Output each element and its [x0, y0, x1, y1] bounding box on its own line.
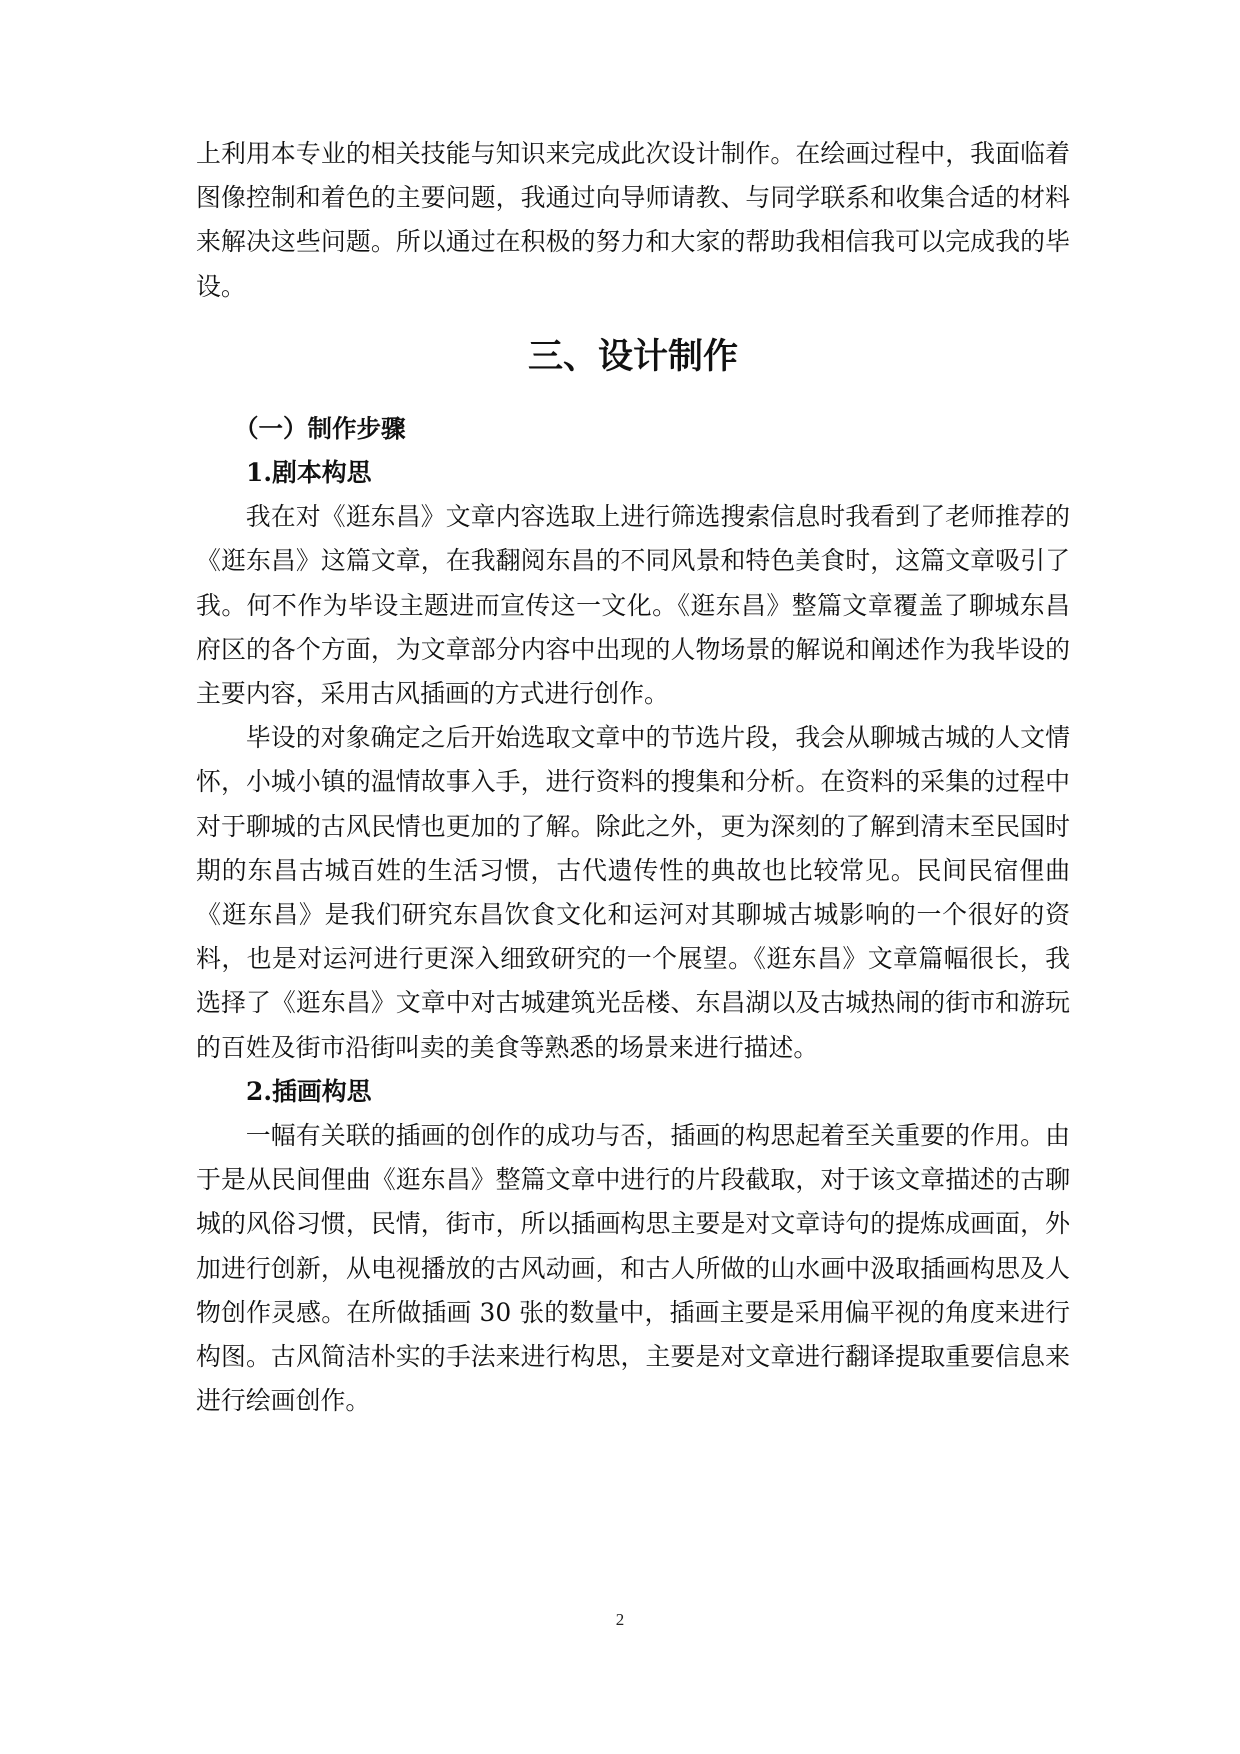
section-title: （一）制作步骤: [234, 413, 406, 443]
subsection-title-illustration-concept: 2.插画构思: [246, 1076, 372, 1106]
subsection-title-script-concept: 1.剧本构思: [246, 458, 372, 488]
continuation-paragraph: 上利用本专业的相关技能与知识来完成此次设计制作。在绘画过程中，我面临着图像控制和着色的主要问题，我通过向导师请教、与同学联系和收集合适的材料来解决这些问题。所以通过在积极的努力和大家的帮助我相信我可以完成我的毕设。: [196, 139, 1070, 301]
page-number: 2: [615, 1610, 625, 1629]
body-paragraph: 毕设的对象确定之后开始选取文章中的节选片段，我会从聊城古城的人文情怀，小城小镇的温情故事入手，进行资料的搜集和分析。在资料的采集的过程中对于聊城的古风民情也更加的了解。除此之外，更为深刻的了解到清末至民国时期的东昌古城百姓的生活习惯，古代遗传性的典故也比较常见。民间民宿俚曲《逛东昌》是我们研究东昌饮食文化和运河对其聊城古城影响的一个很好的资料，也是对运河进行更深入细致研究的一个展望。《逛东昌》文章篇幅很长，我选择了《逛东昌》文章中对古城建筑光岳楼、东昌湖以及古城热闹的街市和游玩的百姓及街市沿街叫卖的美食等熟悉的场景来进行描述。: [196, 723, 1070, 1062]
page-content: [196, 132, 1070, 1423]
chapter-title: 三、设计制作: [527, 336, 738, 377]
body-paragraph: 我在对《逛东昌》文章内容选取上进行筛选搜索信息时我看到了老师推荐的《逛东昌》这篇文章，在我翻阅东昌的不同风景和特色美食时，这篇文章吸引了我。何不作为毕设主题进而宣传这一文化。《逛东昌》整篇文章覆盖了聊城东昌府区的各个方面，为文章部分内容中出现的人物场景的解说和阐述作为我毕设的主要内容，采用古风插画的方式进行创作。: [196, 502, 1070, 709]
body-paragraph: 一幅有关联的插画的创作的成功与否，插画的构思起着至关重要的作用。由于是从民间俚曲《逛东昌》整篇文章中进行的片段截取，对于该文章描述的古聊城的风俗习惯，民情，街市，所以插画构思主要是对文章诗句的提炼成画面，外加进行创新，从电视播放的古风动画，和古人所做的山水画中汲取插画构思及人物创作灵感。在所做插画 30 张的数量中，插画主要是采用偏平视的角度来进行构图。古风简洁朴实的手法来进行构思，主要是对文章进行翻译提取重要信息来进行绘画创作。: [196, 1121, 1070, 1416]
